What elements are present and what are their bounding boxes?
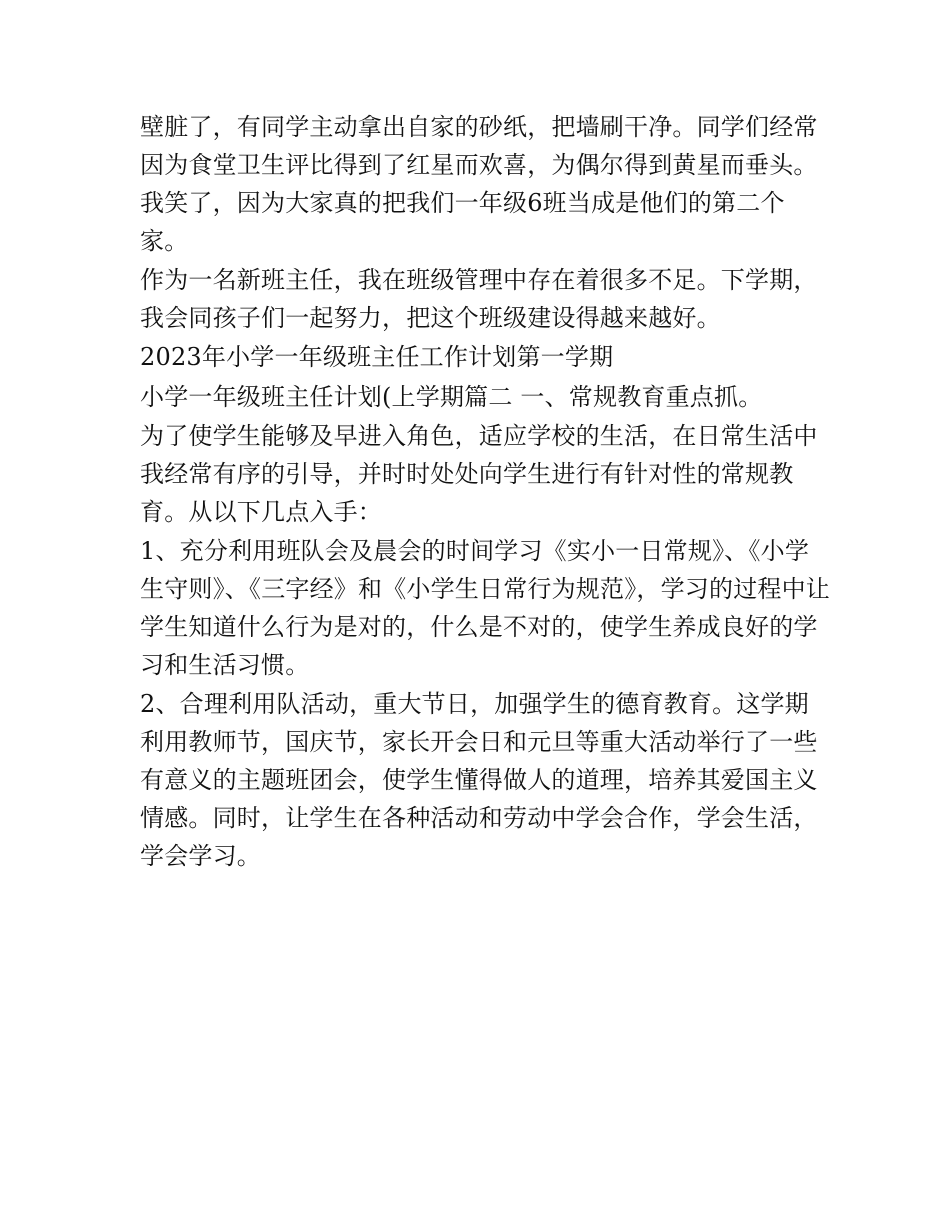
paragraph-1: 壁脏了，有同学主动拿出自家的砂纸，把墙刷干净。同学们经常因为食堂卫生评比得到了红星而欢喜，为偶尔得到黄星而垂头。我笑了，因为大家真的把我们一年级6班当成是他们的第二个家。 bbox=[140, 113, 818, 255]
subsection-title: 小学一年级班主任计划(上学期篇二 一、常规教育重点抓。 bbox=[140, 382, 763, 411]
list-item-1: 1、充分利用班队会及晨会的时间学习《实小一日常规》、《小学生守则》、《三字经》和《小学生日常行为规范》，学习的过程中让学生知道什么行为是对的，什么是不对的，使学生养成良好的学习和生活习惯。 bbox=[140, 536, 830, 679]
section-title: 2023年小学一年级班主任工作计划第一学期 bbox=[140, 343, 614, 372]
paragraph-3: 为了使学生能够及早进入角色，适应学校的生活，在日常生活中我经常有序的引导，并时时处处向学生进行有针对性的常规教育。从以下几点入手： bbox=[140, 421, 818, 526]
list-item-2: 2、合理利用队活动，重大节日，加强学生的德育教育。这学期利用教师节，国庆节，家长开会日和元旦等重大活动举行了一些有意义的主题班团会，使学生懂得做人的道理，培养其爱国主义情感。同时，让学生在各种活动和劳动中学会合作，学会生活，学会学习。 bbox=[140, 690, 818, 871]
document-body bbox=[140, 108, 830, 876]
paragraph-2: 作为一名新班主任，我在班级管理中存在着很多不足。下学期，我会同孩子们一起努力，把这个班级建设得越来越好。 bbox=[140, 266, 818, 333]
